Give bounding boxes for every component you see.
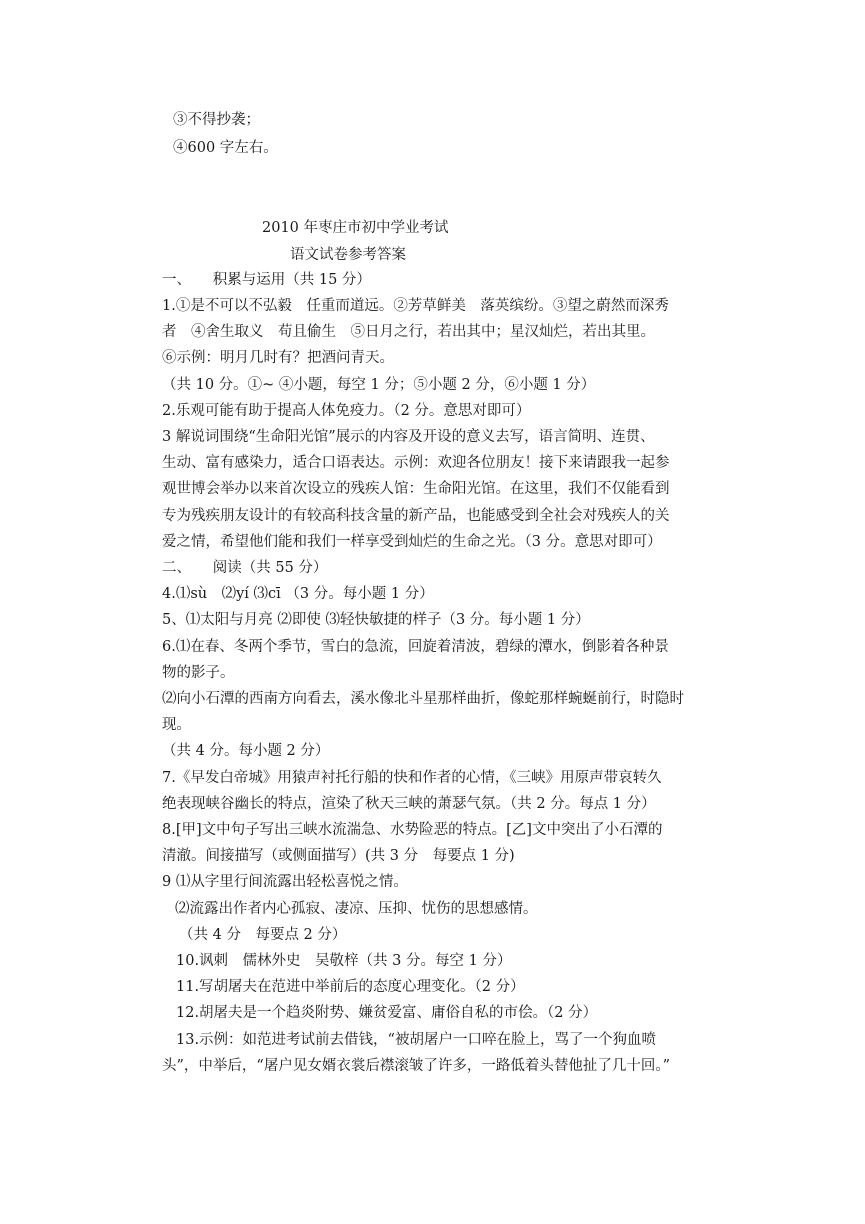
text-line: 物的影子。	[162, 665, 235, 681]
text-line: 观世博会举办以来首次设立的残疾人馆：生命阳光馆。在这里，我们不仅能看到	[162, 481, 670, 497]
text-line: ⑥示例：明月几时有？把酒问青天。	[162, 350, 394, 366]
text-line: 现。	[162, 717, 191, 733]
text-line: 绝表现峡谷幽长的特点，渲染了秋天三峡的萧瑟气氛。（共 2 分。每点 1 分）	[162, 796, 656, 812]
text-line: 12.胡屠夫是一个趋炎附势、嫌贫爱富、庸俗自私的市侩。（2 分）	[176, 1005, 598, 1021]
text-line: ④600 字左右。	[173, 140, 278, 156]
text-line: 3 解说词围绕“生命阳光馆”展示的内容及开设的意义去写，语言简明、连贯、	[162, 429, 655, 445]
exam-title: 2010 年枣庄市初中学业考试	[262, 220, 449, 236]
text-line: 9 ⑴从字里行间流露出轻松喜悦之情。	[162, 874, 408, 890]
text-line: 2.乐观可能有助于提高人体免疫力。（2 分。意思对即可）	[162, 403, 531, 419]
section-heading: 一、 积累与运用（共 15 分）	[162, 272, 371, 288]
text-line: 6.⑴在春、冬两个季节，雪白的急流，回旋着清波，碧绿的潭水，倒影着各种景	[162, 639, 669, 655]
section-heading: 二、 阅读（共 55 分）	[162, 560, 328, 576]
text-line: ⑵向小石潭的西南方向看去，溪水像北斗星那样曲折，像蛇那样蜿蜒前行，时隐时	[162, 691, 684, 707]
text-line: 8.[甲]文中句子写出三峡水流湍急、水势险恶的特点。[乙]文中突出了小石潭的	[162, 822, 663, 838]
text-line: 7.《早发白帝城》用猿声衬托行船的快和作者的心情，《三峡》用原声带哀转久	[162, 770, 662, 786]
text-line: 13.示例：如范进考试前去借钱，“被胡屠户一口啐在脸上，骂了一个狗血喷	[176, 1032, 656, 1048]
text-line: 者 ④舍生取义 苟且偷生 ⑤日月之行，若出其中；星汉灿烂，若出其里。	[162, 324, 655, 340]
text-line: 4.⑴sù ⑵yí ⑶cī （3 分。每小题 1 分）	[162, 586, 434, 602]
text-line: ⑵流露出作者内心孤寂、凄凉、压抑、忧伤的思想感情。	[175, 901, 538, 917]
text-line: 爱之情，希望他们能和我们一样享受到灿烂的生命之光。（3 分。意思对即可）	[162, 534, 662, 550]
answer-key-title: 语文试卷参考答案	[290, 247, 406, 263]
text-line: 5、⑴太阳与月亮 ⑵即使 ⑶轻快敏捷的样子（3 分。每小题 1 分）	[162, 612, 590, 628]
text-line: （共 4 分 每要点 2 分）	[179, 927, 347, 943]
text-line: 专为残疾朋友设计的有较高科技含量的新产品，也能感受到全社会对残疾人的关	[162, 508, 670, 524]
text-line: （共 4 分。每小题 2 分）	[162, 743, 330, 759]
text-line: 生动、富有感染力，适合口语表达。示例：欢迎各位朋友！接下来请跟我一起参	[162, 455, 670, 471]
text-line: 11.写胡屠夫在范进中举前后的态度心理变化。（2 分）	[176, 979, 525, 995]
text-line: （共 10 分。①~ ④小题，每空 1 分；⑤小题 2 分，⑥小题 1 分）	[162, 377, 596, 393]
text-line: 1.①是不可以不弘毅 任重而道远。②芳草鲜美 落英缤纷。③望之蔚然而深秀	[162, 298, 669, 314]
text-line: ③不得抄袭；	[173, 112, 260, 128]
text-line: 清澈。间接描写（或侧面描写）(共 3 分 每要点 1 分)	[162, 848, 515, 864]
text-line: 10.讽刺 儒林外史 吴敬梓（共 3 分。每空 1 分）	[176, 953, 512, 969]
text-line: 头”，中举后，“屠户见女婿衣裳后襟滚皱了许多，一路低着头替他扯了几十回。”	[162, 1058, 670, 1074]
